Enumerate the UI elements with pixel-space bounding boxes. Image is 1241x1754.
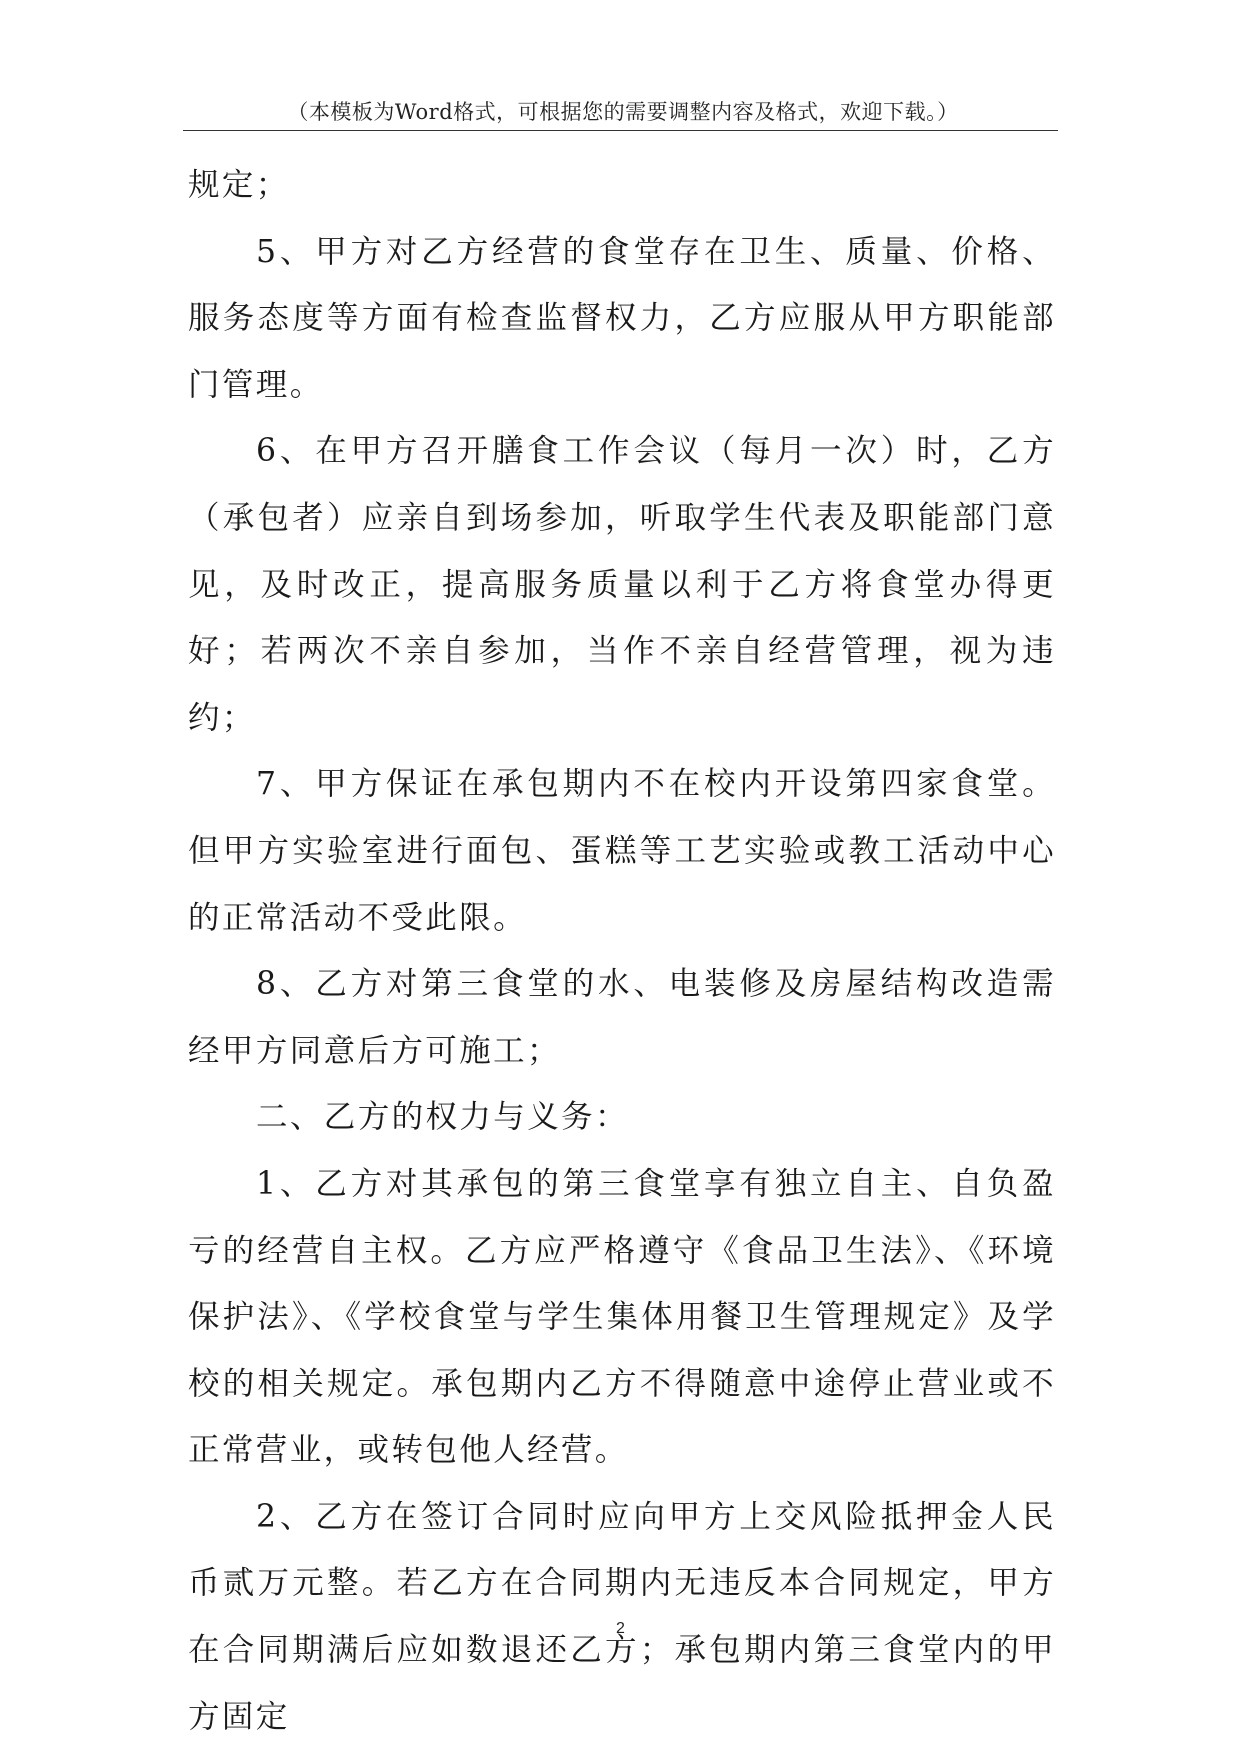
paragraph-party-b-clause-1: 1、乙方对其承包的第三食堂享有独立自主、自负盈亏的经营自主权。乙方应严格遵守《食品卫生法》、《环境保护法》、《学校食堂与学生集体用餐卫生管理规定》及学校的相关规定。承包期内乙方不得随意中途停止营业或不正常营业，或转包他人经营。 xyxy=(188,1165,1056,1469)
paragraph-party-b-clause-2: 2、乙方在签订合同时应向甲方上交风险抵押金人民币贰万元整。若乙方在合同期内无违反本合同规定，甲方在合同期满后应如数退还乙方；承包期内第三食堂内的甲方固定 xyxy=(188,1498,1056,1735)
paragraph-clause-7: 7、甲方保证在承包期内不在校内开设第四家食堂。但甲方实验室进行面包、蛋糕等工艺实验或教工活动中心的正常活动不受此限。 xyxy=(188,766,1056,936)
paragraph-clause-8: 8、乙方对第三食堂的水、电装修及房屋结构改造需经甲方同意后方可施工； xyxy=(188,966,1056,1069)
paragraph-clause-5: 5、甲方对乙方经营的食堂存在卫生、质量、价格、服务态度等方面有检查监督权力，乙方应服从甲方职能部门管理。 xyxy=(188,233,1056,403)
paragraph-clause-6: 6、在甲方召开膳食工作会议（每月一次）时，乙方（承包者）应亲自到场参加，听取学生代表及职能部门意见，及时改正，提高服务质量以利于乙方将食堂办得更好；若两次不亲自参加，当作不亲自经营管理，视为违约； xyxy=(188,433,1056,736)
page-number: 2 xyxy=(616,1620,625,1637)
paragraph-continuation: 规定； xyxy=(188,167,290,203)
header-divider xyxy=(183,130,1058,131)
section-heading-party-b: 二、乙方的权力与义务： xyxy=(256,1099,629,1136)
document-body xyxy=(188,152,1056,1750)
template-note-header: （本模板为Word格式，可根据您的需要调整内容及格式，欢迎下载。） xyxy=(287,100,959,124)
